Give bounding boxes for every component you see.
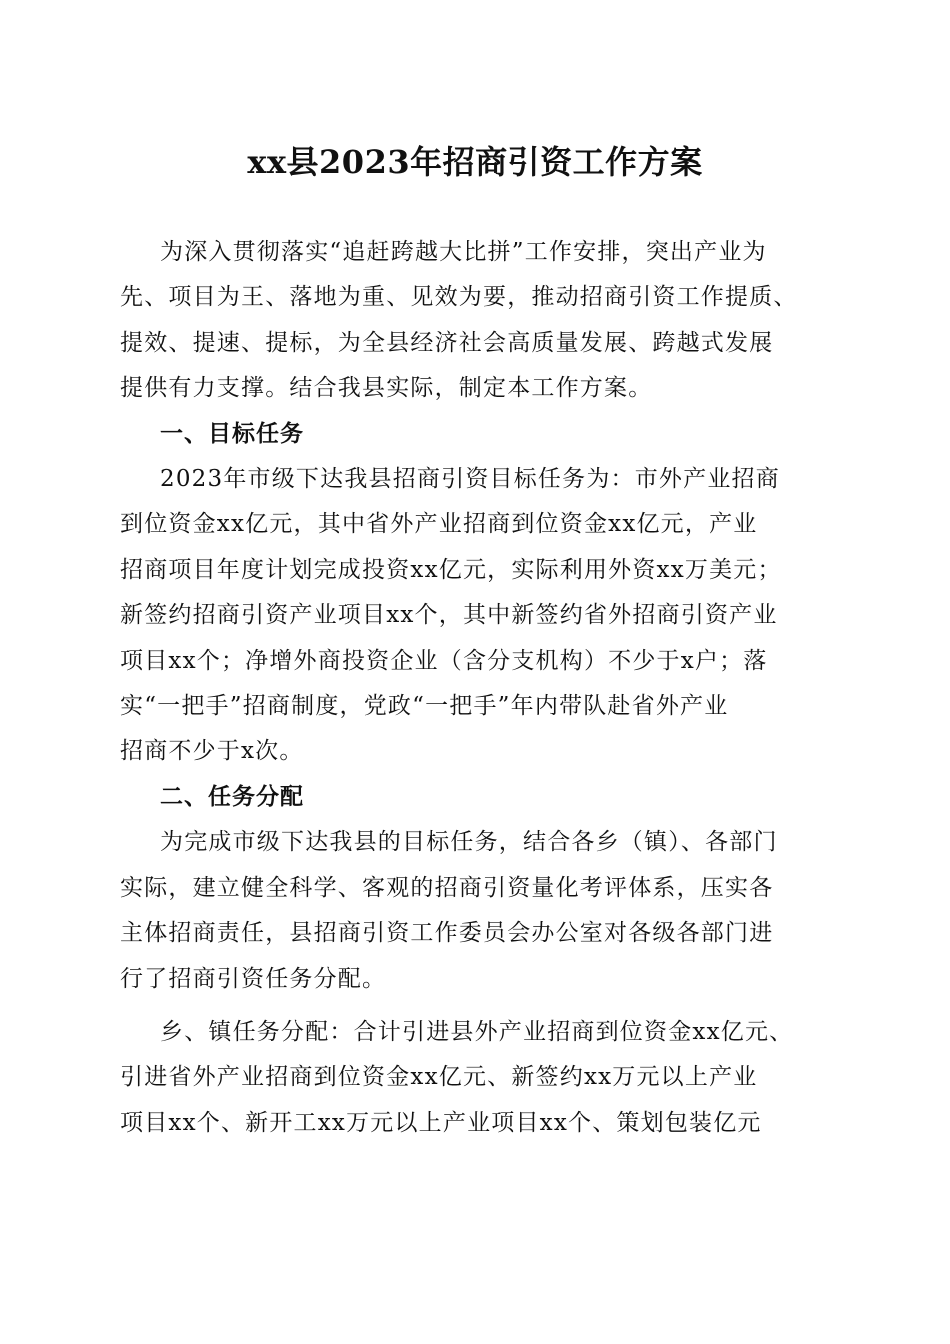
paragraph-line: 为深入贯彻落实“追赶跨越大比拼”工作安排，突出产业为: [160, 239, 767, 265]
intro-paragraph: [120, 230, 836, 412]
paragraph-spacer: [120, 1002, 836, 1010]
paragraph-line: 项目xx个；净增外商投资企业（含分支机构）不少于x户；落: [120, 647, 768, 674]
paragraph-line: 招商不少于x次。: [120, 738, 304, 765]
allocation-paragraph: [120, 820, 836, 1002]
paragraph-line: 主体招商责任，县招商引资工作委员会办公室对各级各部门进: [120, 920, 774, 947]
document-title: xx县2023年招商引资工作方案: [247, 143, 703, 181]
section-heading-goals: 一、目标任务: [160, 420, 304, 447]
paragraph-line: 实际，建立健全科学、客观的招商引资量化考评体系，压实各: [120, 874, 774, 901]
paragraph-line: 先、项目为王、落地为重、见效为要，推动招商引资工作提质、: [120, 284, 798, 311]
paragraph-line: 到位资金xx亿元，其中省外产业招商到位资金xx亿元，产业: [120, 511, 758, 538]
paragraph-line: 行了招商引资任务分配。: [120, 965, 387, 992]
document-body: [120, 230, 836, 1146]
paragraph-line: 招商项目年度计划完成投资xx亿元，实际利用外资xx万美元；: [120, 556, 782, 583]
paragraph-line: 引进省外产业招商到位资金xx亿元、新签约xx万元以上产业: [120, 1064, 758, 1091]
paragraph-line: 实“一把手”招商制度，党政“一把手”年内带队赴省外产业: [120, 693, 729, 720]
paragraph-line: 新签约招商引资产业项目xx个，其中新签约省外招商引资产业: [120, 602, 778, 629]
paragraph-line: 提供有力支撑。结合我县实际，制定本工作方案。: [120, 375, 653, 402]
section-heading-allocation: 二、任务分配: [160, 783, 304, 810]
paragraph-line: 乡、镇任务分配：合计引进县外产业招商到位资金xx亿元、: [160, 1018, 794, 1045]
paragraph-line: 提效、提速、提标，为全县经济社会高质量发展、跨越式发展: [120, 329, 774, 356]
paragraph-line: 2023年市级下达我县招商引资目标任务为：市外产业招商: [160, 466, 780, 493]
paragraph-line: 为完成市级下达我县的目标任务，结合各乡（镇）、各部门: [160, 829, 778, 856]
paragraph-line: 项目xx个、新开工xx万元以上产业项目xx个、策划包装亿元: [120, 1109, 762, 1136]
goals-paragraph: [120, 457, 836, 775]
township-allocation-paragraph: [120, 1010, 836, 1146]
